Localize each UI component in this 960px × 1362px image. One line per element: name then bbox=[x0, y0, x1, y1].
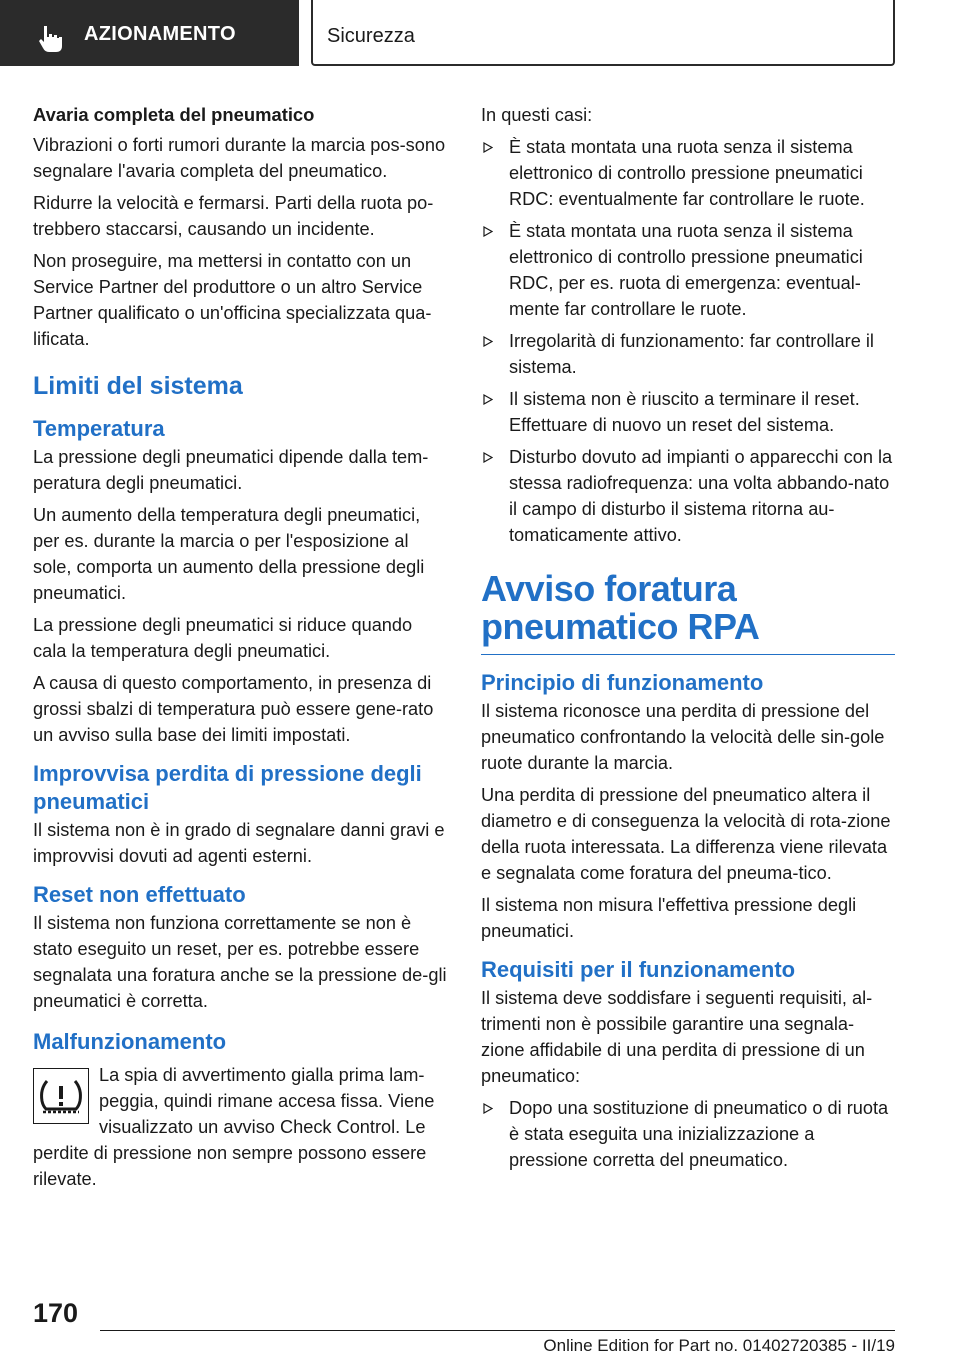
temperature-heading: Temperatura bbox=[33, 416, 165, 441]
list-item: Il sistema non è riuscito a terminare il reset. Effettuare di nuovo un reset del sistema. bbox=[481, 386, 895, 438]
topic-tab bbox=[311, 0, 895, 66]
heading-divider bbox=[481, 654, 895, 655]
list-item: Disturbo dovuto ad impianti o apparecchi con la stessa radiofrequenza: una volta abbando-nato il campo di disturbo il sistema ritorna au-tomaticamente attivo. bbox=[481, 444, 895, 548]
triangle-bullet-icon bbox=[483, 142, 493, 153]
cases-intro: In questi casi: bbox=[481, 105, 593, 125]
left-column bbox=[33, 102, 449, 1198]
edition-label: Online Edition for Part no. 01402720385 - II/19 bbox=[543, 1336, 895, 1355]
page-number: 170 bbox=[33, 1298, 79, 1328]
temperature-paragraph: Un aumento della temperatura degli pneumatici, per es. durante la marcia o per l'esposizione al sole, comporta un aumento della pressione degli pneumatici. bbox=[33, 505, 425, 603]
reset-heading: Reset non effettuato bbox=[33, 882, 246, 907]
principle-heading: Principio di funzionamento bbox=[481, 670, 764, 695]
temperature-paragraph: A causa di questo comportamento, in presenza di grossi sbalzi di temperatura può essere gene-rato un avviso sulla base dei limiti impostati. bbox=[33, 673, 434, 745]
sudden-loss-paragraph: Il sistema non è in grado di segnalare danni gravi e improvvisi dovuti ad agenti esterni. bbox=[33, 820, 445, 866]
principle-paragraph: Il sistema riconosce una perdita di pressione del pneumatico confrontando la velocità delle sin-gole ruote durante la marcia. bbox=[481, 701, 885, 773]
rpa-heading: Avviso foratura pneumatico RPA bbox=[481, 568, 760, 647]
topic-label: Sicurezza bbox=[327, 25, 415, 47]
malfunction-block bbox=[33, 1062, 449, 1192]
hand-pointer-icon bbox=[36, 24, 64, 54]
temperature-paragraph: La pressione degli pneumatici si riduce quando cala la temperatura degli pneumatici. bbox=[33, 615, 413, 661]
system-limits-heading: Limiti del sistema bbox=[33, 372, 243, 400]
triangle-bullet-icon bbox=[483, 452, 493, 463]
flat-tire-paragraph: Non proseguire, ma mettersi in contatto con un Service Partner del produttore o un altro Service Partner qualificato o un'officina specializzata qua-lificata. bbox=[33, 251, 432, 349]
flat-tire-paragraph: Ridurre la velocità e fermarsi. Parti della ruota po-trebbero staccarsi, causando un incidente. bbox=[33, 193, 434, 239]
footer-divider bbox=[100, 1330, 895, 1331]
sudden-loss-heading: Improvvisa perdita di pressione degli pneumatici bbox=[33, 761, 422, 814]
triangle-bullet-icon bbox=[483, 394, 493, 405]
list-item: È stata montata una ruota senza il sistema elettronico di controllo pressione pneumatici RDC: eventualmente far controllare le ruote. bbox=[481, 134, 895, 212]
triangle-bullet-icon bbox=[483, 336, 493, 347]
list-item: Irregolarità di funzionamento: far controllare il sistema. bbox=[481, 328, 895, 380]
requirements-paragraph: Il sistema deve soddisfare i seguenti requisiti, al-trimenti non è possibile garantire una segnala-zione affidabile di una perdita di pressione di un pneumatico: bbox=[481, 988, 873, 1086]
principle-paragraph: Una perdita di pressione del pneumatico altera il diametro e di conseguenza la velocità di rota-zione della ruota interessata. La differenza viene rilevata e segnalata come foratura del pneuma-tico. bbox=[481, 785, 891, 883]
reset-paragraph: Il sistema non funziona correttamente se non è stato eseguito un reset, per es. potrebbe essere segnalata una foratura anche se la pressione de-gli pneumatici è corretta. bbox=[33, 913, 447, 1011]
malfunction-paragraph: La spia di avvertimento gialla prima lam-peggia, quindi rimane accesa fissa. Viene visualizzato un avviso Check Control. Le perdite di pressione non sempre possono essere rilevate. bbox=[33, 1065, 435, 1189]
list-item: Dopo una sostituzione di pneumatico o di ruota è stata eseguita una inizializzazione a pressione corretta del pneumatico. bbox=[481, 1095, 895, 1173]
temperature-paragraph: La pressione degli pneumatici dipende dalla tem-peratura degli pneumatici. bbox=[33, 447, 429, 493]
requirements-heading: Requisiti per il funzionamento bbox=[481, 957, 796, 982]
flat-tire-title: Avaria completa del pneumatico bbox=[33, 104, 315, 125]
principle-paragraph: Il sistema non misura l'effettiva pressione degli pneumatici. bbox=[481, 895, 857, 941]
triangle-bullet-icon bbox=[483, 226, 493, 237]
cases-list bbox=[481, 134, 895, 548]
triangle-bullet-icon bbox=[483, 1103, 493, 1114]
list-item: È stata montata una ruota senza il sistema elettronico di controllo pressione pneumatici RDC, per es. ruota di emergenza: eventual-mente far controllare le ruote. bbox=[481, 218, 895, 322]
requirements-list bbox=[481, 1095, 895, 1173]
section-label: AZIONAMENTO bbox=[84, 23, 236, 45]
flat-tire-paragraph: Vibrazioni o forti rumori durante la marcia pos-sono segnalare l'avaria completa del pneumatico. bbox=[33, 135, 446, 181]
right-column bbox=[481, 102, 895, 1179]
tire-pressure-warning-icon bbox=[33, 1068, 89, 1124]
section-tab bbox=[0, 0, 299, 66]
malfunction-heading: Malfunzionamento bbox=[33, 1029, 227, 1054]
